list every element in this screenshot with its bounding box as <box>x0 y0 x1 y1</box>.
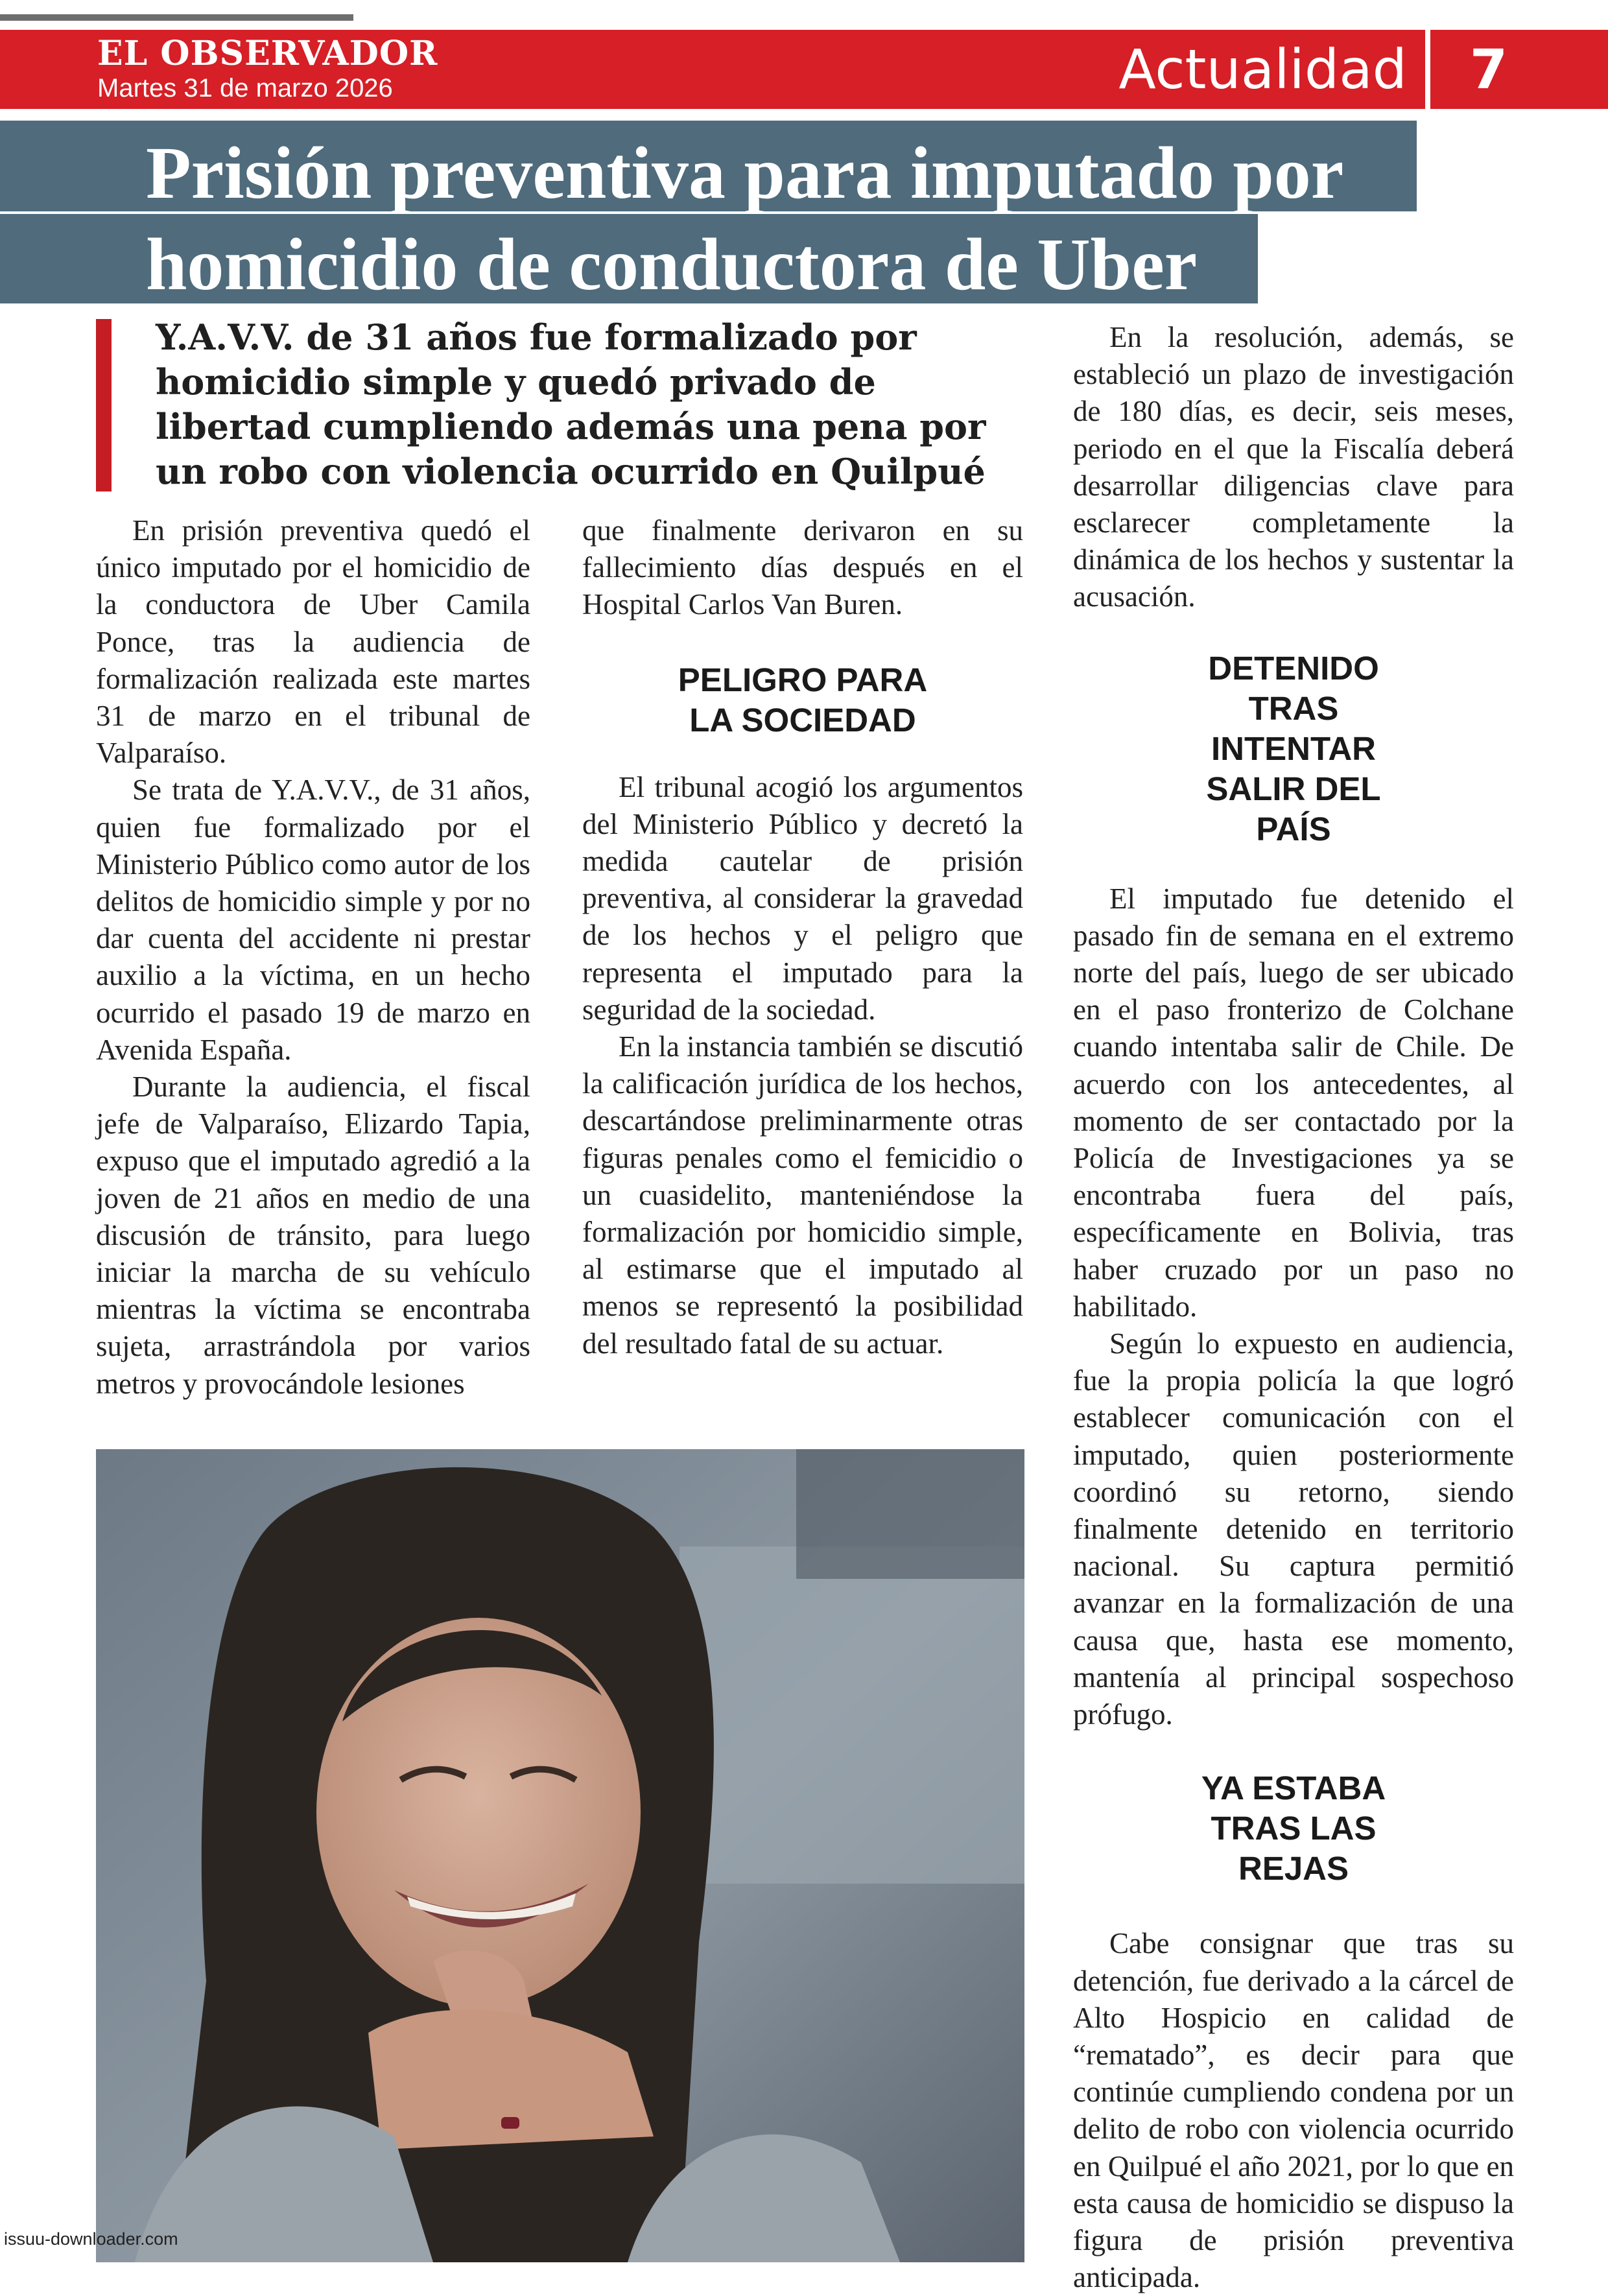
kicker-accent-bar <box>96 319 112 491</box>
subhead-peligro: PELIGRO PARA LA SOCIEDAD <box>678 661 928 739</box>
top-rule <box>0 14 353 21</box>
subhead-rejas: YA ESTABA TRAS LAS REJAS <box>1201 1769 1386 1888</box>
publication-name: EL OBSERVADOR <box>97 34 438 73</box>
paragraph: Según lo expuesto en audiencia, fue la propia policía la que logró establecer comunicación con el imputado, quien posteriormente coordinó su retorno, siendo finalmente detenido en territorio nacional. Su captura permitió avanzar en la formalización de una causa que, hasta ese momento, mantenía al principal sospechoso prófugo. <box>1073 1327 1514 1731</box>
publication-date: Martes 31 de marzo 2026 <box>97 74 393 102</box>
photo-illustration <box>96 1449 1024 2262</box>
column-2 <box>582 512 1023 1362</box>
paragraph: En la resolución, además, se estableció un plazo de investigación de 180 días, es decir, seis meses, periodo en el que la Fiscalía deberá desarrollar diligencias clave para esclarecer completamente la dinámica de los hechos y sustentar la acusación. <box>1073 321 1514 613</box>
subhead-detenido: DETENIDO TRAS INTENTAR SALIR DEL PAÍS <box>1206 649 1381 847</box>
victim-photo <box>96 1449 1024 2262</box>
paragraph: Durante la audiencia, el fiscal jefe de Valparaíso, Elizardo Tapia, expuso que el imputado agredió a la joven de 21 años en medio de una discusión de tránsito, para luego iniciar la marcha de su vehículo mientras la víctima se encontraba sujeta, arrastrándola por varios metros y provocándole lesiones <box>96 1071 530 1400</box>
column-1 <box>96 512 530 1402</box>
headline: Prisión preventiva para imputado por homicidio de conductora de Uber <box>146 132 1343 305</box>
paragraph: El tribunal acogió los argumentos del Ministerio Público y decretó la medida cautelar de prisión preventiva, al considerar la gravedad de los hechos y el peligro que representa el imputado para la seguridad de la sociedad. <box>582 770 1023 1026</box>
paragraph: Cabe consignar que tras su detención, fue derivado a la cárcel de Alto Hospicio en calidad de “rematado”, es decir para que continúe cumpliendo condena por un delito de robo con violencia ocurrido en Quilpué el año 2021, por lo que en esta causa de homicidio se dispuso la figura de prisión preventiva anticipada. <box>1073 1927 1514 2294</box>
section-title: Actualidad <box>1118 38 1407 101</box>
paragraph-continuation: que finalmente derivaron en su fallecimiento días después en el Hospital Carlos Van Buren. <box>582 514 1023 621</box>
column-3 <box>1073 319 1514 2296</box>
kicker: Y.A.V.V. de 31 años fue formalizado por homicidio simple y quedó privado de libertad cumpliendo además una pena por un robo con violencia ocurrido en Quilpué <box>156 316 986 492</box>
page-number: 7 <box>1469 38 1508 101</box>
paragraph: Se trata de Y.A.V.V., de 31 años, quien fue formalizado por el Ministerio Público como autor de los delitos de homicidio simple y por no dar cuenta del accidente ni prestar auxilio a la víctima, en un hecho ocurrido el pasado 19 de marzo en Avenida España. <box>96 774 530 1066</box>
section-separator <box>1425 30 1430 109</box>
watermark: issuu-downloader.com <box>4 2229 178 2249</box>
paragraph: En prisión preventiva quedó el único imputado por el homicidio de la conductora de Uber Camila Ponce, tras la audiencia de formalización realizada este martes 31 de marzo en el tribunal de Valparaíso. <box>96 514 530 770</box>
paragraph: El imputado fue detenido el pasado fin de semana en el extremo norte del país, luego de ser ubicado en el paso fronterizo de Colchane cuando intentaba salir de Chile. De acuerdo con los antecedentes, al momento de ser contactado por la Policía de Investigaciones ya se encontraba fuera del país, específicamente en Bolivia, tras haber cruzado por un paso no habilitado. <box>1073 882 1514 1323</box>
paragraph: En la instancia también se discutió la calificación jurídica de los hechos, descartándose preliminarmente otras figuras penales como el femicidio o un cuasidelito, manteniéndose la formalización por homicidio simple, al estimarse que el imputado al menos se representó la posibilidad del resultado fatal de su actuar. <box>582 1030 1023 1360</box>
